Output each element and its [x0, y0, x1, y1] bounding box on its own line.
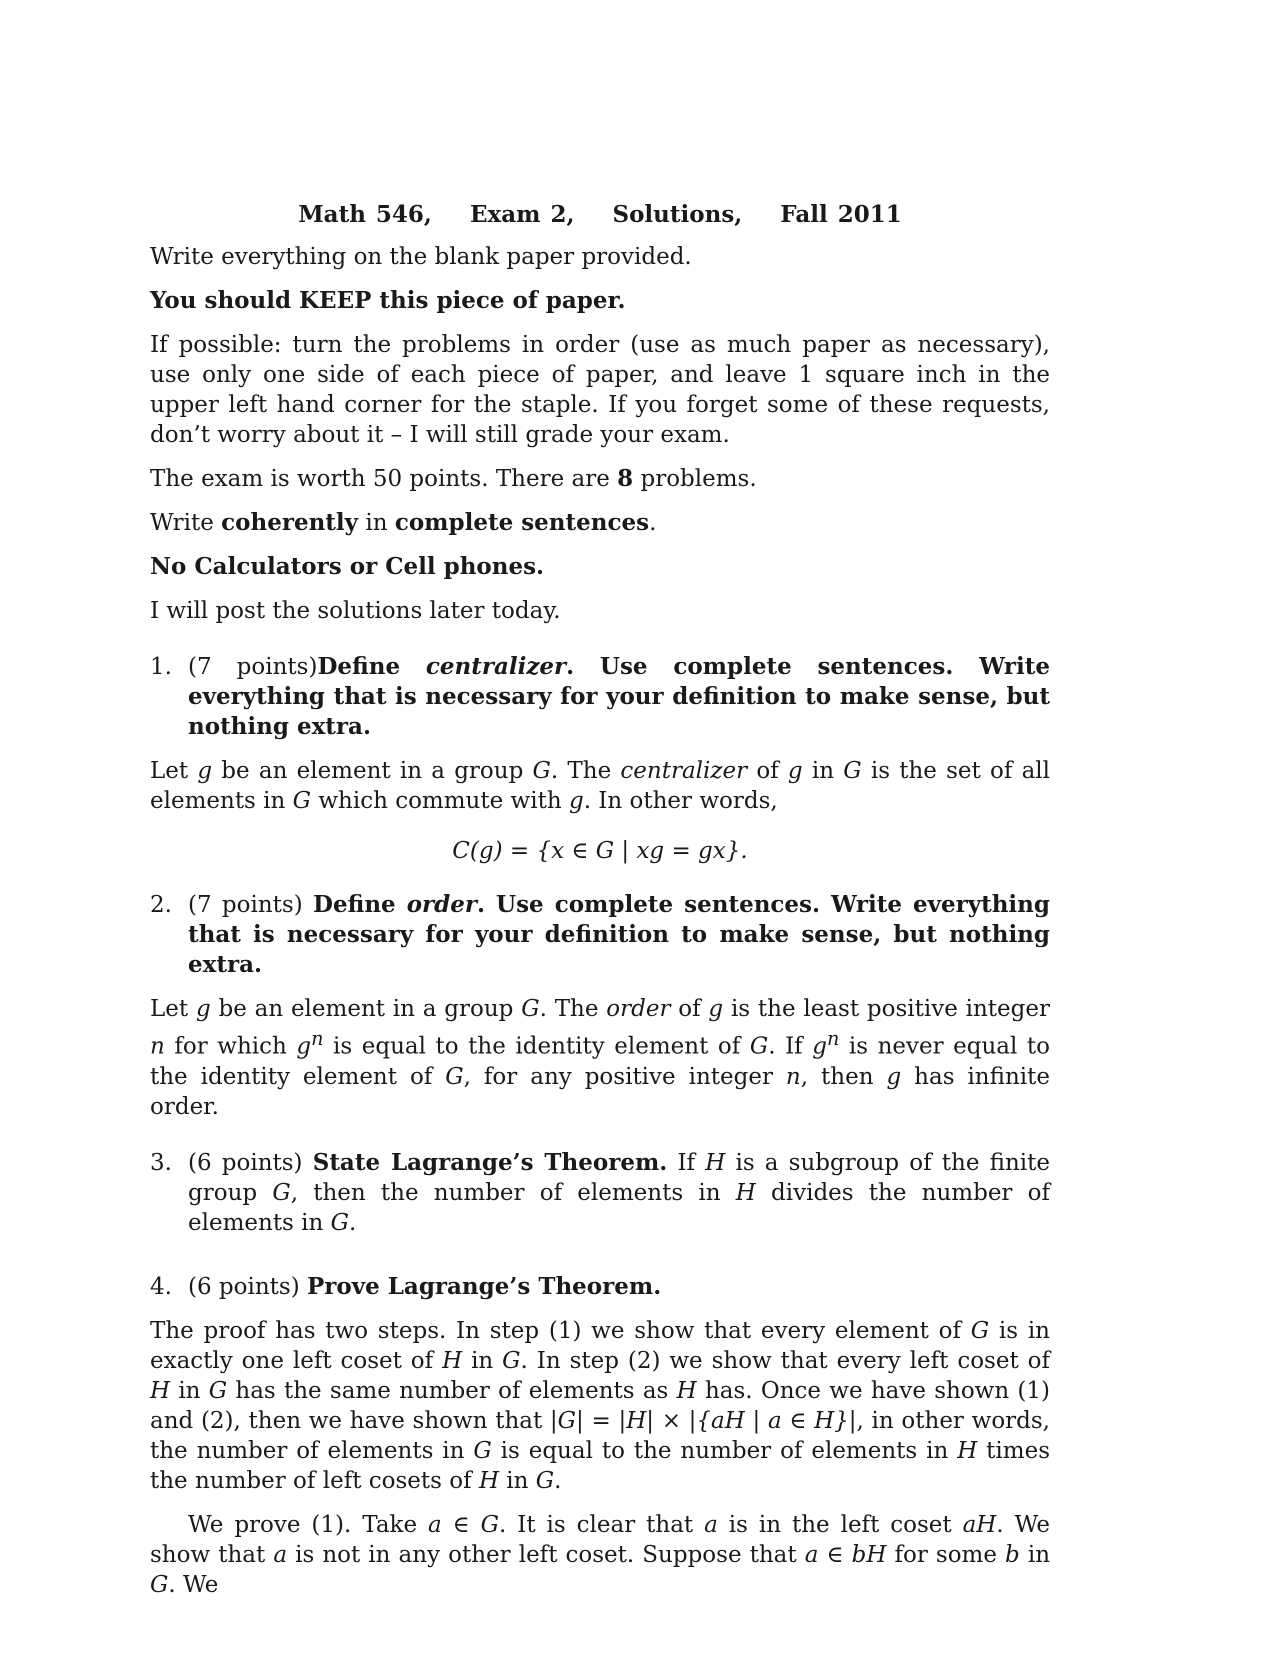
text-fragment: of [670, 996, 709, 1022]
text-fragment: is not in any other left coset. Suppose that [287, 1541, 805, 1568]
text-fragment: g [812, 1033, 827, 1060]
problem-4 [150, 1272, 1050, 1302]
text-fragment: State Lagrange’s Theorem. [312, 1148, 668, 1176]
text-fragment: centralizer [620, 758, 748, 784]
text-fragment: is in exactly one left coset of [150, 1317, 1050, 1374]
document-page [150, 200, 1050, 1600]
instruction-blank-paper: Write everything on the blank paper provided. [150, 244, 692, 270]
problem-4-proof-step1 [150, 1510, 1050, 1600]
text-fragment: . [349, 1209, 357, 1236]
text-fragment: be an element in a group [212, 758, 533, 784]
text-fragment: g [568, 788, 584, 814]
text-fragment: b [1005, 1541, 1020, 1568]
text-fragment: G [330, 1209, 350, 1236]
text-fragment: g [197, 758, 213, 784]
text-fragment: Write [150, 510, 222, 536]
text-fragment: , for any positive integer [463, 1063, 786, 1090]
problem-1 [150, 652, 1050, 742]
text-fragment: divides the number of elements in [188, 1179, 1050, 1236]
text-fragment: G [970, 1317, 990, 1344]
text-fragment: H [735, 1179, 756, 1206]
problem-4-proof-intro [150, 1316, 1050, 1496]
text-fragment: . Use complete sentences. Write everything that is necessary for your definition to make sense, but nothing extra. [188, 653, 1051, 740]
text-fragment: in [462, 1347, 503, 1374]
problem-1-answer [150, 756, 1050, 816]
text-fragment: G [532, 758, 551, 784]
problem-number: 4. [150, 1273, 172, 1300]
text-fragment: has the same number of elements as [227, 1377, 677, 1404]
text-fragment: g [296, 1033, 312, 1060]
text-fragment: G [272, 1179, 291, 1206]
text-fragment: H [957, 1437, 978, 1464]
text-fragment: (6 points) [188, 1149, 313, 1176]
text-fragment: problems. [633, 466, 757, 492]
text-fragment: . If [768, 1033, 813, 1060]
text-fragment: (6 points) [188, 1273, 307, 1300]
text-fragment: (7 points) [188, 892, 314, 918]
problem-number: 3. [150, 1149, 172, 1176]
title-exam: Exam 2, [469, 201, 575, 228]
text-fragment: G [208, 1377, 228, 1404]
text-fragment: G [150, 1571, 169, 1598]
text-fragment: which commute with [311, 788, 569, 814]
text-fragment: in [358, 510, 395, 536]
text-fragment: . The [550, 758, 621, 784]
title-course: Math 546, [298, 201, 432, 228]
text-fragment: 8 [617, 465, 634, 492]
text-fragment: order [406, 891, 478, 918]
text-fragment: times the number of left cosets of [150, 1437, 1050, 1494]
problem-2 [150, 890, 1050, 980]
text-fragment: G [502, 1347, 521, 1374]
text-fragment: Prove Lagrange’s Theorem. [307, 1272, 662, 1300]
title-kind: Solutions, [612, 201, 743, 228]
text-fragment: is never equal to the identity element of [150, 1033, 1051, 1090]
text-fragment: g [886, 1063, 902, 1090]
text-fragment: is equal to the number of elements in [491, 1437, 958, 1464]
text-fragment: n [826, 1027, 840, 1050]
problem-number: 1. [150, 654, 172, 680]
text-fragment: Define [313, 891, 407, 918]
text-fragment: in [802, 758, 844, 784]
text-fragment: n [785, 1063, 801, 1090]
text-fragment: H [150, 1377, 171, 1404]
text-fragment: G [521, 996, 540, 1022]
text-fragment: G [749, 1033, 769, 1060]
instruction-write-coherently [150, 508, 1050, 538]
text-fragment: a ∈ G [428, 1511, 500, 1538]
text-fragment: The exam is worth 50 points. There are [150, 466, 618, 492]
text-fragment: in [170, 1377, 209, 1404]
text-fragment: is equal to the identity element of [323, 1033, 750, 1060]
text-fragment: . Use complete sentences. Write everything that is necessary for your definition to make sense, but nothing extra. [188, 891, 1050, 978]
text-fragment: . The [539, 996, 607, 1022]
title-term: Fall 2011 [780, 201, 902, 228]
text-fragment: Let [150, 758, 198, 784]
text-fragment: H [478, 1467, 499, 1494]
text-fragment: . In step (2) we show that every left coset of [520, 1347, 1050, 1374]
text-fragment: G [445, 1063, 464, 1090]
text-fragment: G [292, 788, 312, 814]
text-fragment: . It is clear that [499, 1511, 705, 1538]
instruction-no-calculators: No Calculators or Cell phones. [150, 553, 545, 580]
instruction-post-solutions: I will post the solutions later today. [150, 598, 561, 624]
text-fragment: (7 points) [188, 654, 318, 680]
text-fragment: G [535, 1467, 555, 1494]
text-fragment: The proof has two steps. In step (1) we show that every element of [150, 1317, 971, 1344]
page-title [150, 200, 1050, 230]
text-fragment: for some [886, 1541, 1006, 1568]
text-fragment: complete sentences [394, 509, 650, 536]
text-fragment: |G| = |H| × |{aH | a ∈ H}| [549, 1407, 857, 1434]
text-fragment: a [704, 1511, 718, 1538]
centralizer-formula: C(g) = {x ∈ G | xg = gx}. [452, 838, 748, 864]
instruction-if-possible: If possible: turn the problems in order (use as much paper as necessary), use only one side of each piece of paper, and leave 1 square inch in the upper left hand corner for the staple. If you forget some of these requests, don’t worry about it – I will still grade your exam. [150, 332, 1050, 448]
text-fragment: order [606, 996, 671, 1022]
text-fragment: H [442, 1347, 463, 1374]
text-fragment: is a subgroup of the finite group [188, 1149, 1050, 1206]
text-fragment: G [843, 758, 862, 784]
text-fragment: g [787, 758, 803, 784]
text-fragment: , then the number of elements in [290, 1179, 736, 1206]
instruction-worth [150, 464, 1050, 494]
text-fragment: centralizer [425, 653, 567, 680]
text-fragment: , in other words, the number of elements in [150, 1407, 1050, 1464]
text-fragment: G [473, 1437, 492, 1464]
problem-number: 2. [150, 892, 172, 918]
text-fragment: Let [150, 996, 196, 1022]
text-fragment: . [649, 510, 657, 536]
text-fragment: in [499, 1467, 536, 1494]
text-fragment: in [1019, 1541, 1051, 1568]
text-fragment: . We show that [150, 1511, 1051, 1568]
text-fragment: . In other words, [583, 788, 778, 814]
text-fragment: is in the left coset [717, 1511, 963, 1538]
text-fragment: has. Once we have shown (1) and (2), then we have shown that [150, 1377, 1051, 1434]
text-fragment: of [747, 758, 788, 784]
text-fragment: We prove (1). Take [188, 1511, 429, 1538]
text-fragment: , then [800, 1063, 887, 1090]
text-fragment: g [708, 996, 724, 1022]
text-fragment: is the least positive integer [723, 996, 1050, 1022]
problem-3 [150, 1148, 1050, 1238]
problem-2-answer [150, 994, 1050, 1122]
text-fragment: is the set of all elements in [150, 758, 1050, 814]
text-fragment: for which [164, 1033, 297, 1060]
text-fragment: . [554, 1467, 562, 1494]
text-fragment: g [195, 996, 211, 1022]
text-fragment: n [311, 1027, 324, 1050]
text-fragment: n [150, 1033, 165, 1060]
text-fragment: a ∈ bH [804, 1541, 887, 1568]
instruction-keep: You should KEEP this piece of paper. [150, 287, 626, 314]
text-fragment: coherently [221, 509, 359, 536]
text-fragment: H [676, 1377, 697, 1404]
text-fragment: Define [317, 653, 426, 680]
text-fragment: be an element in a group [210, 996, 522, 1022]
text-fragment: aH [962, 1511, 997, 1538]
text-fragment: a [273, 1541, 288, 1568]
text-fragment: . We [168, 1571, 219, 1598]
text-fragment: H [705, 1149, 726, 1176]
text-fragment: If [667, 1149, 706, 1176]
text-fragment: has infinite order. [150, 1063, 1050, 1120]
